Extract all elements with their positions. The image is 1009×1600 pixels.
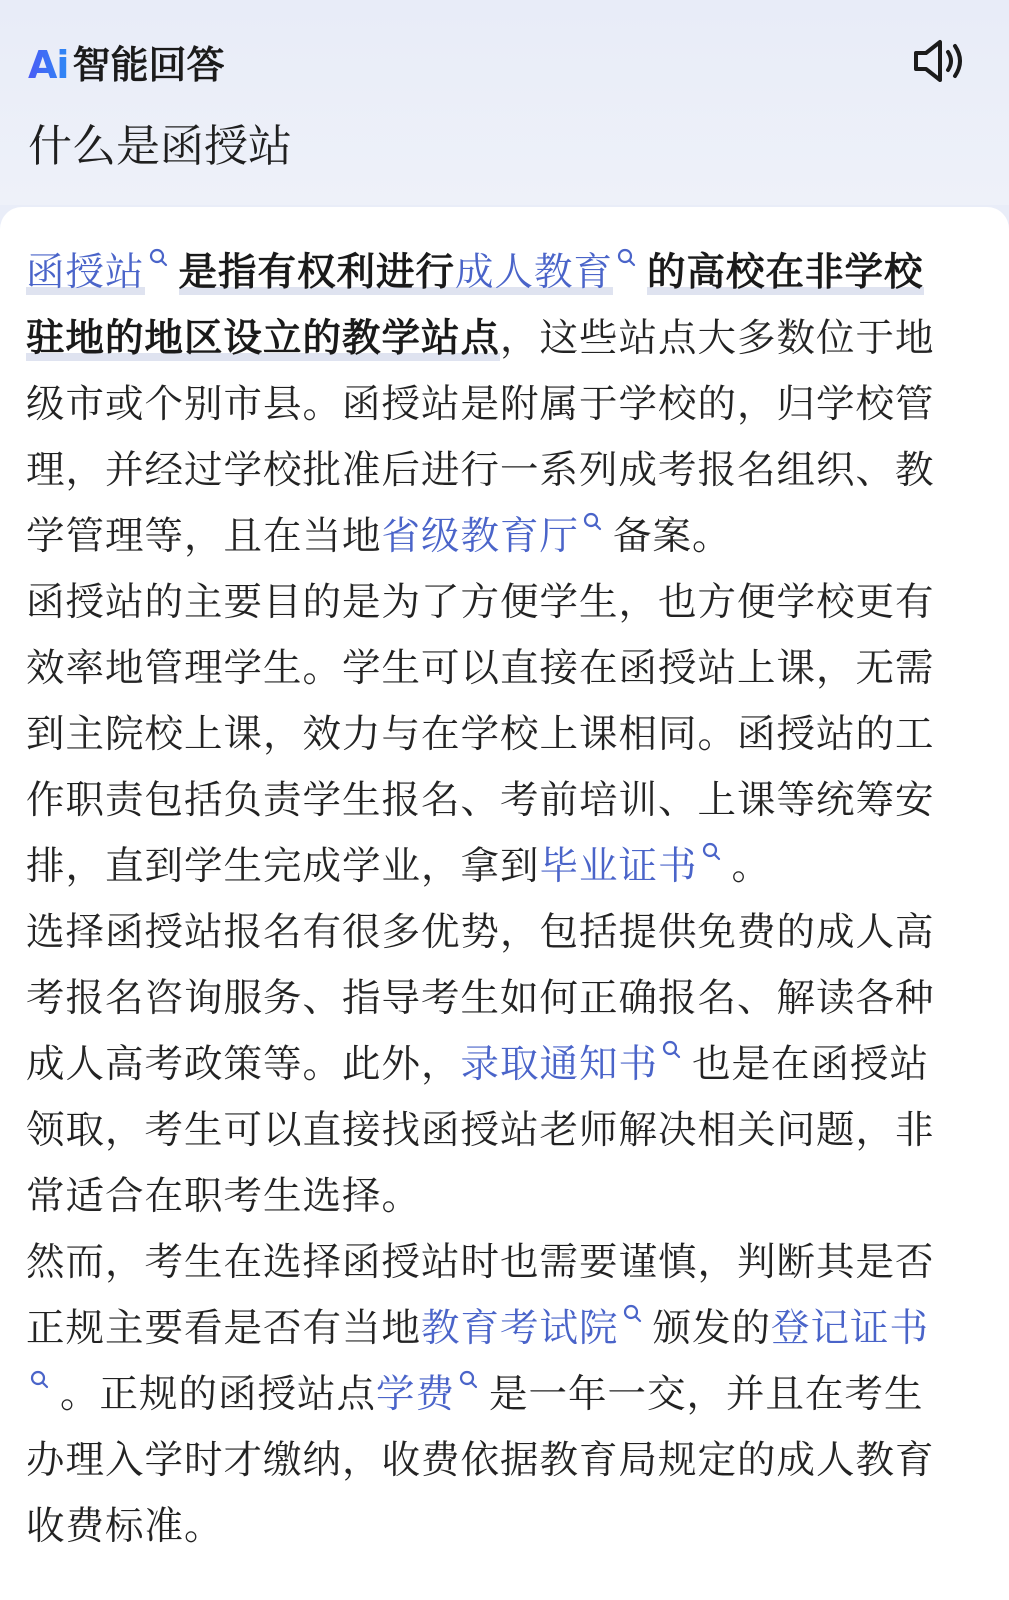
body-text: 选择函授站报名有很多优势，包括提供免费的成人高考报名咨询服务、指导考生如何正确报名、解读各种成人高考政策等。此外， [26, 910, 935, 1087]
search-icon[interactable] [28, 1368, 52, 1398]
keyword-link-graduation-certificate[interactable]: 毕业证书 [539, 844, 698, 889]
body-text: 是一年一交，并且在考生办理入学时才缴纳，收费依据教育局规定的成人教育收费标准。 [26, 1372, 935, 1549]
answer-header [0, 0, 1009, 205]
body-text: 颁发的 [652, 1306, 772, 1351]
brand-label: 智能回答 [72, 43, 225, 87]
definition-text: 的高校在非学校驻地的地区设立的教学站点 [26, 250, 924, 361]
search-icon[interactable] [621, 1302, 645, 1332]
question-title: 什么是函授站 [28, 121, 292, 172]
answer-paragraph-2 [26, 570, 962, 900]
ai-logo: Ai [28, 43, 69, 87]
answer-content [26, 240, 962, 1560]
definition-text: 是指有权利进行 [178, 250, 456, 295]
keyword-link-hanshouzhan[interactable]: 函授站 [26, 250, 145, 295]
body-text: 函授站的主要目的是为了方便学生，也方便学校更有效率地管理学生。学生可以直接在函授站上课，无需到主院校上课，效力与在学校上课相同。函授站的工作职责包括负责学生报名、考前培训、上课等统筹安排，直到学生完成学业，拿到 [26, 580, 935, 889]
keyword-link-registration-certificate[interactable]: 登记证书 [771, 1306, 930, 1351]
body-text: ，这些站点大多数位于地级市或个别市县。函授站是附属于学校的，归学校管理，并经过学校批准后进行一系列成考报名组织、教学管理等，且在当地 [26, 316, 935, 559]
search-icon[interactable] [700, 840, 724, 870]
body-text: 。 [731, 844, 772, 889]
keyword-link-admission-notice[interactable]: 录取通知书 [460, 1042, 659, 1087]
keyword-link-provincial-education-dept[interactable]: 省级教育厅 [381, 514, 580, 559]
keyword-link-adult-education[interactable]: 成人教育 [455, 250, 614, 295]
search-icon[interactable] [615, 246, 639, 276]
body-text: 也是在函授站领取，考生可以直接找函授站老师解决相关问题，非常适合在职考生选择。 [26, 1042, 935, 1219]
search-icon[interactable] [660, 1038, 684, 1068]
body-text: 备案。 [613, 514, 732, 559]
speaker-icon[interactable] [910, 36, 970, 86]
search-icon[interactable] [457, 1368, 481, 1398]
ai-answer-brand [28, 42, 224, 88]
keyword-link-tuition[interactable]: 学费 [376, 1372, 456, 1417]
search-icon[interactable] [581, 510, 605, 540]
answer-paragraph-4 [26, 1230, 962, 1560]
body-text: 。正规的函授站点 [60, 1372, 377, 1417]
body-text: 然而，考生在选择函授站时也需要谨慎，判断其是否正规主要看是否有当地 [26, 1240, 935, 1351]
answer-paragraph-3 [26, 900, 962, 1230]
answer-paragraph-1 [26, 240, 962, 570]
search-icon[interactable] [147, 246, 171, 276]
keyword-link-exam-authority[interactable]: 教育考试院 [421, 1306, 619, 1351]
